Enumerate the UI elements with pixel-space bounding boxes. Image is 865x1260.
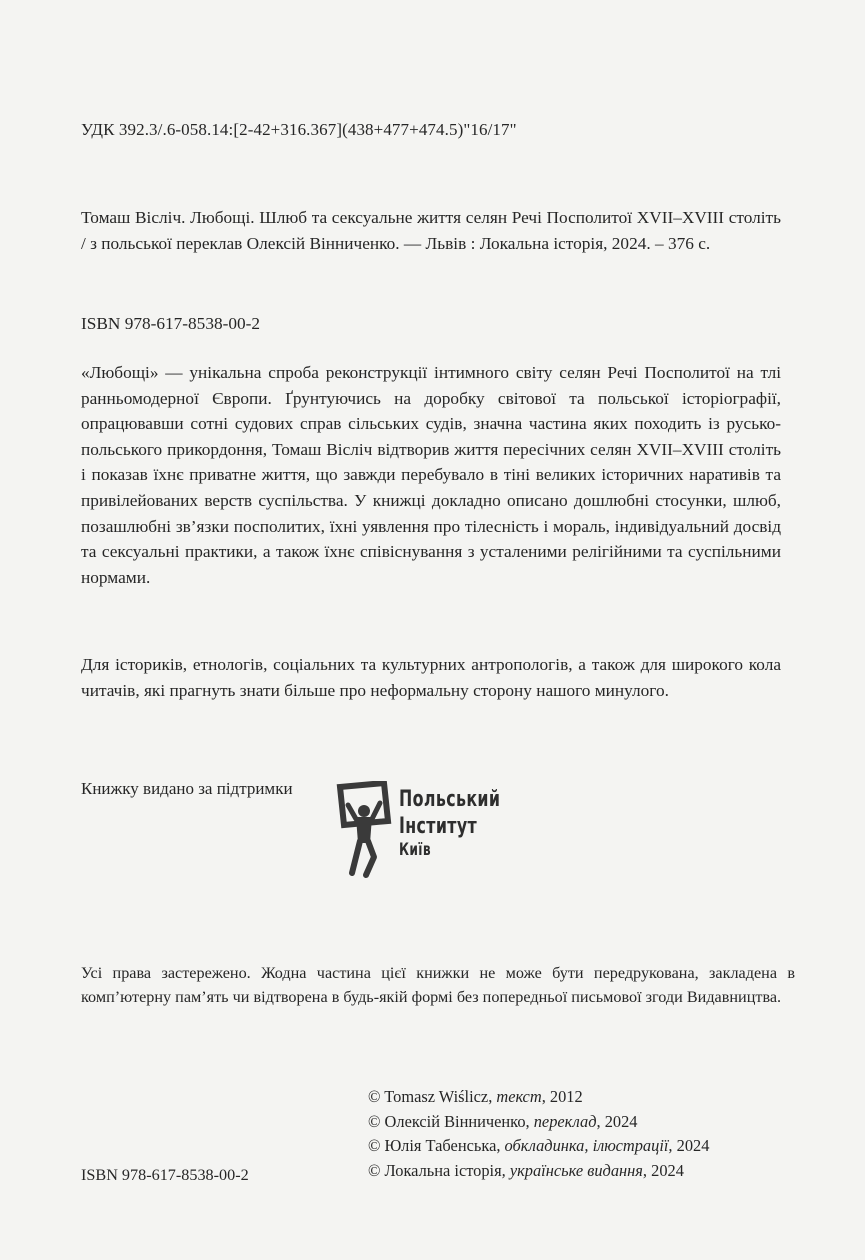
logo-line-2: Інститут: [399, 814, 478, 839]
logo-line-1: Польський: [399, 787, 501, 812]
bibliographic-description: Томаш Вісліч. Любощі. Шлюб та сексуальне життя селян Речі Посполитої XVII–XVIII століть / з польської переклав Олексій Вінниченко. — Львів : Локальна історія, 2024. – 376 с.: [81, 208, 781, 253]
copyright-line: © Локальна історія, українське видання, 2024: [368, 1160, 684, 1180]
udk-code: УДК 392.3/.6-058.14:[2-42+316.367](438+477+474.5)"16/17": [81, 120, 517, 139]
support-text: Книжку видано за підтримки: [81, 779, 293, 798]
logo-line-3: Київ: [399, 840, 431, 860]
polish-institute-logo-text: [399, 786, 500, 860]
annotation: «Любощі» — унікальна спроба реконструкції інтимного світу селян Речі Посполитої на тлі ранньомодерної Європи. Ґрунтуючись на доробку світової та польської історіографії, опрацювавши сотні судових справ сільських судів, значна частина яких походить із русько-польського прикордоння, Томаш Вісліч відтворив життя пересічних селян XVII–XVIII століть і показав їхнє приватне життя, що завжди перебувало в тіні великих історичних наративів та привілейованих верств суспільства. У книжці докладно описано дошлюбні стосунки, шлюб, позашлюбні зв’язки посполитих, їхні уявлення про тілесність і мораль, індивідуальний досвід та сексуальні практики, а також їхнє співіснування з усталеними релігійними та суспільними нормами.: [81, 363, 781, 587]
copyright-line: © Олексій Вінниченко, переклад, 2024: [368, 1111, 638, 1131]
copyright-line: © Юлія Табенська, обкладинка, ілюстрації, 2024: [368, 1136, 710, 1155]
copyright-line: © Tomasz Wiślicz, текст, 2012: [368, 1087, 583, 1106]
rights-notice: Усі права застережено. Жодна частина цієї книжки не може бути передрукована, закладена в комп’ютерну пам’ять чи відтворена в будь-якій формі без попередньої письмової згоди Видавництва.: [81, 964, 795, 1006]
isbn-top: ISBN 978-617-8538-00-2: [81, 314, 261, 333]
audience-note: Для істориків, етнологів, соціальних та культурних антропологів, а також для широкого кола читачів, які прагнуть знати більше про неформальну сторону нашого минулого.: [81, 655, 781, 700]
isbn-bottom: ISBN 978-617-8538-00-2: [81, 1166, 249, 1184]
